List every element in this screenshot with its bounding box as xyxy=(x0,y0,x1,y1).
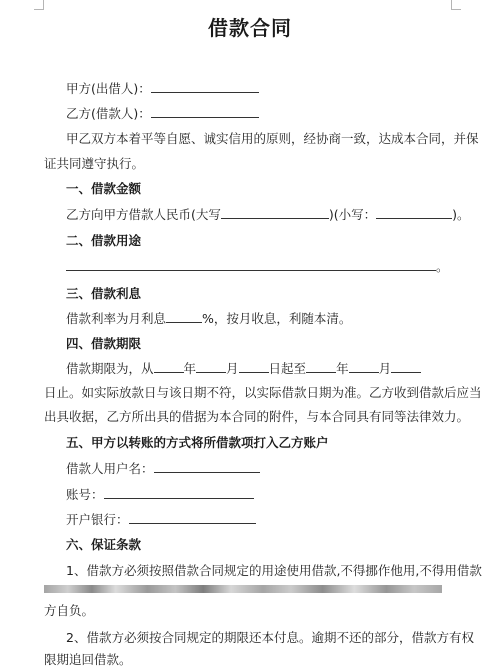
guarantee-item-1-line-2: 方自负。 xyxy=(44,603,95,618)
section-4-line-3: 出具收据，乙方所出具的借据为本合同的附件，与本合同具有同等法律效力。 xyxy=(44,409,470,424)
section-5-heading: 五、甲方以转账的方式将所借款项打入乙方账户 xyxy=(66,435,329,450)
party-b-line xyxy=(66,106,259,122)
section-1-text xyxy=(66,207,470,223)
section-6-heading: 六、保证条款 xyxy=(66,537,142,552)
account-number-label: 账号： xyxy=(66,487,104,502)
start-year-unit: 年 xyxy=(183,361,197,376)
section-4-heading: 四、借款期限 xyxy=(66,336,142,351)
section-1-text-c: )。 xyxy=(452,207,470,222)
start-month-unit: 月 xyxy=(226,361,239,376)
end-year-blank xyxy=(306,361,336,373)
guarantee-item-1-line-1: 1、借款方必须按照借款合同规定的用途使用借款,不得挪作他用,不得用借款 xyxy=(66,563,482,578)
start-day-blank xyxy=(239,361,269,373)
section-1-heading: 一、借款金额 xyxy=(66,181,142,196)
section-3-text-a: 借款利率为月利息 xyxy=(66,311,167,326)
guarantee-item-2-line-2: 限期追回借款。 xyxy=(44,652,132,667)
intro-line-1: 甲乙双方本着平等自愿、诚实信用的原则，经协商一致，达成本合同，并保 xyxy=(66,131,479,146)
end-year-unit: 年 xyxy=(336,361,349,376)
purpose-blank xyxy=(66,259,436,271)
section-1-text-b: )(小写： xyxy=(328,207,377,222)
bank-line xyxy=(66,512,256,528)
section-2-text xyxy=(66,259,449,275)
account-number-line xyxy=(66,487,254,503)
account-name-line xyxy=(66,461,260,477)
account-name-blank xyxy=(154,461,260,473)
amount-lowercase-blank xyxy=(376,207,452,219)
intro-line-2: 证共同遵守执行。 xyxy=(44,156,145,171)
section-2-end: 。 xyxy=(436,259,449,274)
party-a-line xyxy=(66,81,259,97)
section-3-heading: 三、借款利息 xyxy=(66,286,142,301)
start-year-blank xyxy=(154,361,184,373)
scan-artifact-strip xyxy=(44,585,442,593)
amount-uppercase-blank xyxy=(221,207,329,219)
end-day-blank xyxy=(391,361,421,373)
page-corner-mark-left xyxy=(34,0,44,10)
section-1-text-a: 乙方向甲方借款人民币(大写 xyxy=(66,207,221,222)
party-b-blank xyxy=(151,106,259,118)
document-title: 借款合同 xyxy=(208,16,292,40)
start-month-blank xyxy=(196,361,226,373)
guarantee-item-2-line-1: 2、借款方必须按合同规定的期限还本付息。逾期不还的部分，借款方有权 xyxy=(66,630,474,645)
party-a-blank xyxy=(151,81,259,93)
section-4-line-2: 日止。如实际放款日与该日期不符，以实际借款日期为准。乙方收到借款后应当 xyxy=(44,385,482,400)
section-3-text-b: %，按月收息，利随本清。 xyxy=(202,311,352,326)
section-4-period-label: 借款期限为，从 xyxy=(66,361,154,376)
end-month-unit: 月 xyxy=(378,361,392,376)
page-corner-mark-right xyxy=(451,0,461,10)
interest-rate-blank xyxy=(166,311,202,323)
start-day-unit: 日起至 xyxy=(268,361,307,376)
end-month-blank xyxy=(349,361,379,373)
section-2-heading: 二、借款用途 xyxy=(66,233,142,248)
bank-blank xyxy=(129,512,256,524)
section-4-line-1 xyxy=(66,361,421,377)
account-name-label: 借款人用户名： xyxy=(66,461,154,476)
party-b-label: 乙方(借款人)： xyxy=(66,106,151,121)
bank-label: 开户银行： xyxy=(66,512,129,527)
section-3-text xyxy=(66,311,351,327)
party-a-label: 甲方(出借人)： xyxy=(66,81,151,96)
account-number-blank xyxy=(104,487,254,499)
